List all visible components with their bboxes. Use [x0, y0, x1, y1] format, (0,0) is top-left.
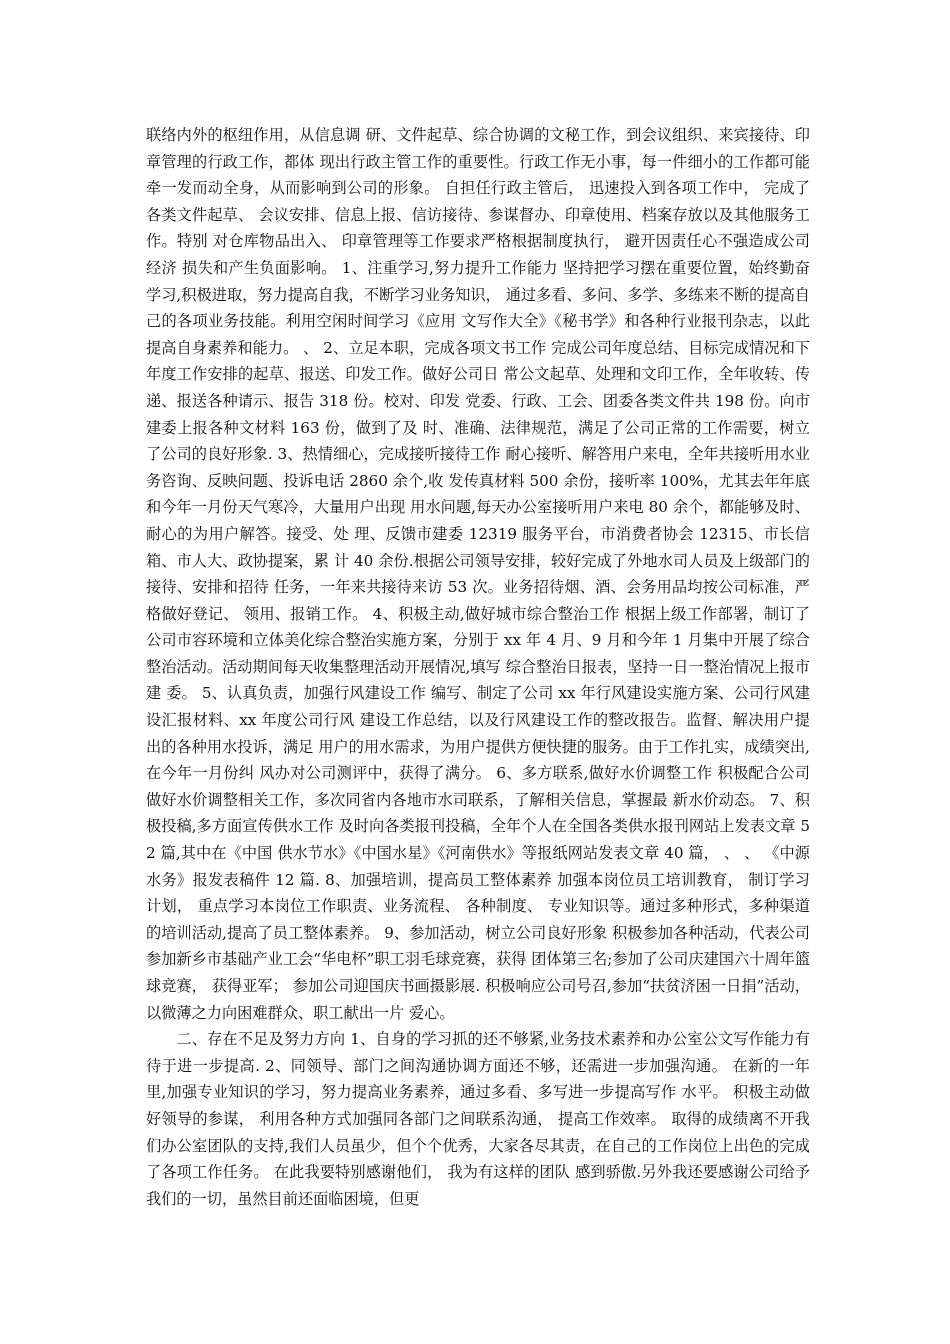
paragraph-work-summary: 联络内外的枢纽作用，从信息调 研、文件起草、综合协调的文秘工作，到会议组织、来宾接待、印章管理的行政工作，都体 现出行政主管工作的重要性。行政工作无小事，每一件细小的工作都可能牵一发而动全身，从而影响到公司的形象。 自担任行政主管后， 迅速投入到各项工作中， 完成了各类文件起草、 会议安排、信息上报、信访接待、参谋督办、印章使用、档案存放以及其他服务工作。特别 对仓库物品出入、 印章管理等工作要求严格根据制度执行， 避开因责任心不强造成公司经济 损失和产生负面影响。 1、注重学习,努力提升工作能力 坚持把学习摆在重要位置，始终勤奋学习,积极进取，努力提高自我，不断学习业务知识， 通过多看、多问、多学、多练来不断的提高自己的各项业务技能。利用空闲时间学习《应用 文写作大全》《秘书学》和各种行业报刊杂志，以此提高自身素养和能力。 、 2、立足本职，完成各项文书工作 完成公司年度总结、目标完成情况和下年度工作安排的起草、报送、印发工作。做好公司日 常公文起草、处理和文印工作，全年收转、传递、报送各种请示、报告 318 份。校对、印发 党委、行政、工会、团委各类文件共 198 份。向市建委上报各种文材料 163 份，做到了及 时、准确、法律规范，满足了公司正常的工作需要，树立了公司的良好形象. 3、热情细心，完成接听接待工作 耐心接听、解答用户来电，全年共接听用水业务咨询、反映问题、投诉电话 2860 余个,收 发传真材料 500 余份，接听率 100%，尤其去年年底和今年一月份天气寒冷，大量用户出现 用水问题,每天办公室接听用户来电 80 余个，都能够及时、耐心的为用户解答。接受、处 理、反馈市建委 12319 服务平台，市消费者协会 12315、市长信箱、市人大、政协提案，累 计 40 余份.根据公司领导安排，较好完成了外地水司人员及上级部门的接待、安排和招待 任务，一年来共接待来访 53 次。业务招待烟、酒、会务用品均按公司标准，严格做好登记、 领用、报销工作。 4、积极主动,做好城市综合整治工作 根据上级工作部署，制订了公司市容环境和立体美化综合整治实施方案，分别于 xx 年 4 月、9 月和今年 1 月集中开展了综合整治活动。活动期间每天收集整理活动开展情况,填写 综合整治日报表，坚持一日一整治情况上报市建 委。 5、认真负责，加强行风建设工作 编写、制定了公司 xx 年行风建设实施方案、公司行风建设汇报材料、xx 年度公司行风 建设工作总结，以及行风建设工作的整改报告。监督、解决用户提出的各种用水投诉，满足 用户的用水需求，为用户提供方便快捷的服务。由于工作扎实，成绩突出,在今年一月份纠 风办对公司测评中，获得了满分。 6、多方联系,做好水价调整工作 积极配合公司做好水价调整相关工作，多次同省内各地市水司联系，了解相关信息，掌握最 新水价动态。 7、积极投稿,多方面宣传供水工作 及时向各类报刊投稿，全年个人在全国各类供水报刊网站上发表文章 52 篇,其中在《中国 供水节水》《中国水星》《河南供水》等报纸网站发表文章 40 篇， 、 、 《中源水务》报发表稿件 12 篇. 8、加强培训，提高员工整体素养 加强本岗位员工培训教育， 制订学习计划， 重点学习本岗位工作职责、业务流程、 各种制度、 专业知识等。通过多种形式，多种渠道的培训活动,提高了员工整体素养。 9、参加活动，树立公司良好形象 积极参加各种活动，代表公司参加新乡市基础产业工会“华电杯”职工羽毛球竞赛，获得 团体第三名;参加了公司庆建国六十周年篮球竞赛， 获得亚军； 参加公司迎国庆书画摄影展. 积极响应公司号召,参加“扶贫济困一日捐”活动，以微薄之力向困难群众、职工献出一片 爱心。	[146, 126, 810, 1022]
paragraph-shortcomings: 二、存在不足及努力方向 1、自身的学习抓的还不够紧,业务技术素养和办公室公文写作能力有待于进一步提高. 2、同领导、部门之间沟通协调方面还不够，还需进一步加强沟通。 在新的一年里,加强专业知识的学习，努力提高业务素养，通过多看、多写进一步提高写作 水平。 积极主动做好领导的参谋， 利用各种方式加强同各部门之间联系沟通， 提高工作效率。 取得的成绩离不开我们办公室团队的支持,我们人员虽少，但个个优秀，大家各尽其责，在自己的工作岗位上出色的完成了各项工作任务。 在此我要特别感谢他们， 我为有这样的团队 感到骄傲.另外我还要感谢公司给予我们的一切，虽然目前还面临困境，但更	[146, 1030, 810, 1208]
document-body	[146, 122, 810, 1212]
